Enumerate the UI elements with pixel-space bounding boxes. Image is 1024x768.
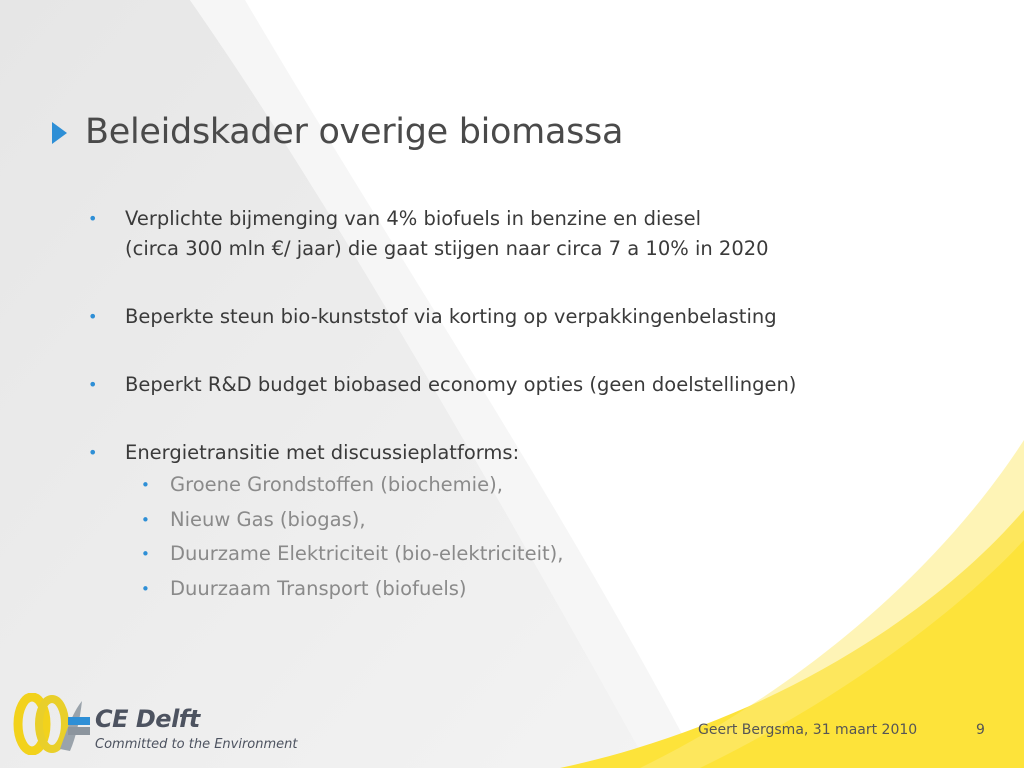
bullet-dot-icon: •	[141, 579, 150, 598]
title-arrow-icon	[52, 122, 67, 144]
slide-content	[88, 204, 948, 606]
bullet-dot-icon: •	[88, 375, 98, 394]
bullet-dot-icon: •	[141, 510, 150, 529]
bullet-text: (circa 300 mln €/ jaar) die gaat stijgen naar circa 7 a 10% in 2020	[125, 237, 769, 260]
sub-bullet-item	[88, 503, 948, 538]
footer-author-date: Geert Bergsma, 31 maart 2010	[698, 722, 918, 738]
title-row	[52, 112, 623, 152]
sub-bullet-item	[88, 537, 948, 572]
logo-grey-bar	[68, 727, 90, 735]
bullet-text: Verplichte bijmenging van 4% biofuels in benzine en diesel	[125, 207, 702, 230]
sub-bullet-text: Duurzame Elektriciteit (bio-elektriciteit),	[170, 542, 564, 565]
slide-title: Beleidskader overige biomassa	[85, 112, 624, 152]
bullet-dot-icon: •	[88, 209, 98, 228]
bullet-text: Energietransitie met discussieplatforms:	[125, 441, 520, 464]
bullet-dot-icon: •	[88, 307, 98, 326]
bullet-text: Beperkt R&D budget biobased economy opties (geen doelstellingen)	[125, 373, 797, 396]
bullet-text: Beperkte steun bio-kunststof via korting op verpakkingenbelasting	[125, 305, 777, 328]
bullet-dot-icon: •	[88, 443, 98, 462]
bullet-item	[88, 438, 948, 468]
sub-bullet-text: Groene Grondstoffen (biochemie),	[170, 473, 503, 496]
bullet-item	[88, 302, 948, 332]
sub-bullet-text: Nieuw Gas (biogas),	[170, 507, 366, 531]
logo-yellow-ring-inner	[39, 699, 65, 749]
logo-name: CE Delft	[95, 705, 200, 733]
sub-bullet-item	[88, 572, 948, 607]
bullet-item	[88, 370, 948, 400]
footer-page-number: 9	[976, 722, 985, 738]
bullet-dot-icon: •	[141, 545, 150, 563]
sub-bullet-text: Duurzaam Transport (biofuels)	[170, 576, 467, 600]
logo-blue-bar	[68, 717, 90, 725]
bullet-item	[88, 204, 948, 264]
sub-bullet-item	[88, 468, 948, 503]
bullet-dot-icon: •	[141, 476, 150, 494]
logo-tagline: Committed to the Environment	[95, 737, 298, 752]
